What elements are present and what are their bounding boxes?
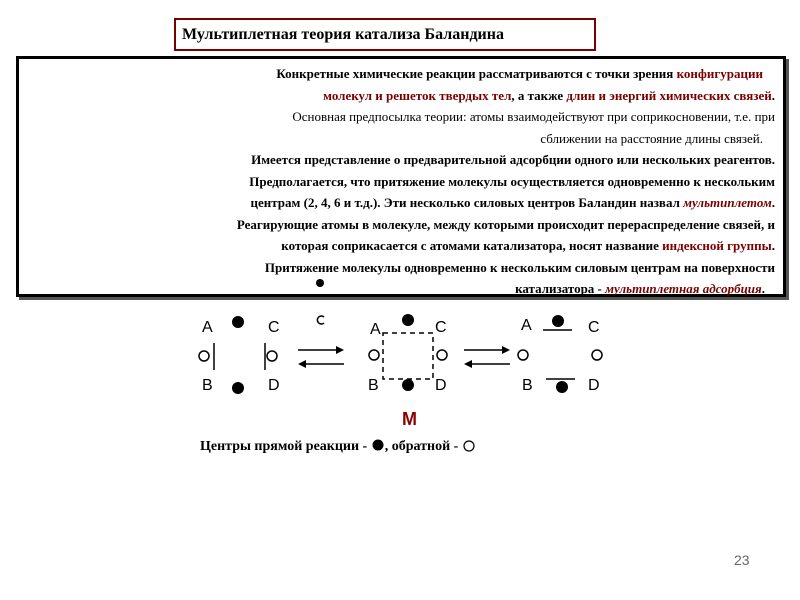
text-span: , а также <box>511 87 567 103</box>
slide-title: Мультиплетная теория катализа Баландина <box>174 18 596 51</box>
label-a2: A <box>370 321 381 338</box>
label-b3: B <box>522 377 533 394</box>
text-span: центрам (2, 4, 6 и т.д.). Эти несколько силовых центров Баландин назвал <box>250 195 684 210</box>
active-center-icon <box>556 381 568 393</box>
label-a3: A <box>521 317 532 334</box>
reverse-center-icon <box>199 351 209 361</box>
highlight-bond-lengths: длин и энергий химических связей <box>566 87 772 103</box>
arrowhead-icon <box>298 360 306 368</box>
text-line-5: Имеется представление о предварительной адсорбции одного или нескольких реагентов. <box>251 152 775 167</box>
highlight-index-group: индексной группы <box>662 238 772 253</box>
transition-complex-box <box>383 333 433 379</box>
text-span: катализатора - <box>515 281 606 296</box>
reverse-center-legend-icon <box>462 439 476 453</box>
text-line-4: сближении на расстояние длины связей. <box>540 130 763 146</box>
label-d2: D <box>435 377 447 394</box>
label-c3: C <box>588 319 600 336</box>
stray-open-arc <box>317 316 324 324</box>
reverse-center-icon <box>518 350 528 360</box>
label-b2: B <box>368 377 379 394</box>
legend <box>200 438 476 455</box>
reverse-center-icon <box>369 350 379 360</box>
legend-reverse-text: , обратной - <box>384 439 462 454</box>
highlight-multiplet: мультиплетом <box>683 195 772 210</box>
multiplet-label: M <box>402 409 417 429</box>
text-line-6: Предполагается, что притяжение молекулы осуществляется одновременно к нескольким <box>249 173 775 189</box>
arrowhead-icon <box>464 360 472 368</box>
text-span: которая соприкасается с атомами катализатора, носят название <box>281 238 663 253</box>
label-d3: D <box>588 377 600 394</box>
label-a1: A <box>202 319 213 336</box>
forward-center-legend-icon <box>371 438 385 452</box>
text-span: . <box>761 281 765 296</box>
active-center-icon <box>552 315 564 327</box>
active-center-icon <box>232 382 244 394</box>
label-c1: C <box>268 319 280 336</box>
active-center-icon <box>232 316 244 328</box>
arrowhead-icon <box>336 346 344 354</box>
page-number: 23 <box>734 552 750 568</box>
arrowhead-icon <box>502 346 510 354</box>
legend-forward-text: Центры прямой реакции - <box>200 439 371 454</box>
label-c2: C <box>435 319 447 336</box>
stray-filled-dot <box>316 279 324 287</box>
text-span: . <box>771 87 775 103</box>
text-span: . <box>771 195 775 210</box>
label-d1: D <box>268 377 280 394</box>
highlight-multiplet-adsorption: мультиплетная адсорбция <box>605 281 762 296</box>
label-b1: B <box>202 377 213 394</box>
text-span: Конкретные химические реакции рассматриваются с точки зрения <box>276 66 677 81</box>
active-center-icon <box>402 379 414 391</box>
reverse-center-icon <box>267 351 277 361</box>
text-line-8: Реагирующие атомы в молекуле, между которыми происходит перераспределение связей, и <box>236 216 775 232</box>
highlight-molecules: молекул и решеток твердых тел <box>323 87 512 103</box>
highlight-configuration: конфигурации <box>676 66 763 81</box>
reverse-center-icon <box>592 350 602 360</box>
reverse-center-icon <box>437 350 447 360</box>
active-center-icon <box>402 314 414 326</box>
text-span: . <box>771 238 775 253</box>
text-line-10: Притяжение молекулы одновременно к нескольким силовым центрам на поверхности <box>264 259 775 275</box>
text-line-3: Основная предпосылка теории: атомы взаимодействуют при соприкосновении, т.е. при <box>292 109 775 124</box>
